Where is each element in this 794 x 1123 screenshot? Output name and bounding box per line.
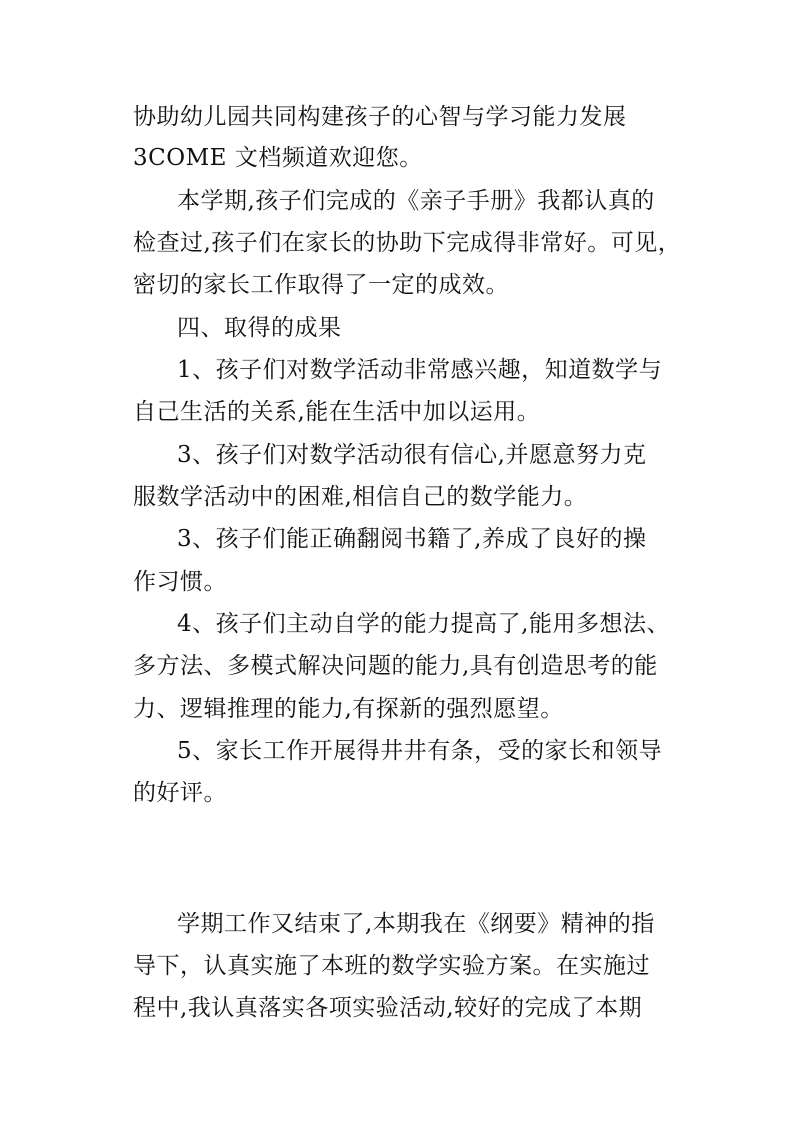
text-line: 协助幼儿园共同构建孩子的心智与学习能力发展	[133, 104, 627, 130]
text-line: 作习惯。	[133, 569, 227, 595]
text-line: 程中,我认真落实各项实验活动,较好的完成了本期	[133, 995, 643, 1021]
text-line: 5、家长工作开展得井井有条，受的家长和领导	[177, 738, 663, 764]
section-heading: 四、取得的成果	[177, 315, 342, 341]
text-line: 的好评。	[133, 780, 227, 806]
text-line: 检查过,孩子们在家长的协助下完成得非常好。可见，	[133, 230, 682, 256]
text-line: 本学期,孩子们完成的《亲子手册》我都认真的	[177, 188, 655, 214]
text-line: 3、孩子们能正确翻阅书籍了,养成了良好的操	[177, 526, 647, 552]
text-line: 4、孩子们主动自学的能力提高了,能用多想法、	[177, 611, 670, 637]
text-line: 密切的家长工作取得了一定的成效。	[133, 272, 509, 298]
text-line: 多方法、多模式解决问题的能力,具有创造思考的能	[133, 653, 658, 679]
text-line: 力、逻辑推理的能力,有探新的强烈愿望。	[133, 696, 564, 722]
text-line: 自己生活的关系,能在生活中加以运用。	[133, 399, 541, 425]
text-line: 3、孩子们对数学活动很有信心,并愿意努力克	[177, 442, 647, 468]
text-line: 导下，认真实施了本班的数学实验方案。在实施过	[133, 953, 650, 979]
text-line: 学期工作又结束了,本期我在《纲要》精神的指	[177, 911, 655, 937]
text-line: 1、孩子们对数学活动非常感兴趣，知道数学与	[177, 357, 663, 383]
text-line: 3COME 文档频道欢迎您。	[133, 145, 423, 171]
text-line: 服数学活动中的困难,相信自己的数学能力。	[133, 484, 588, 510]
